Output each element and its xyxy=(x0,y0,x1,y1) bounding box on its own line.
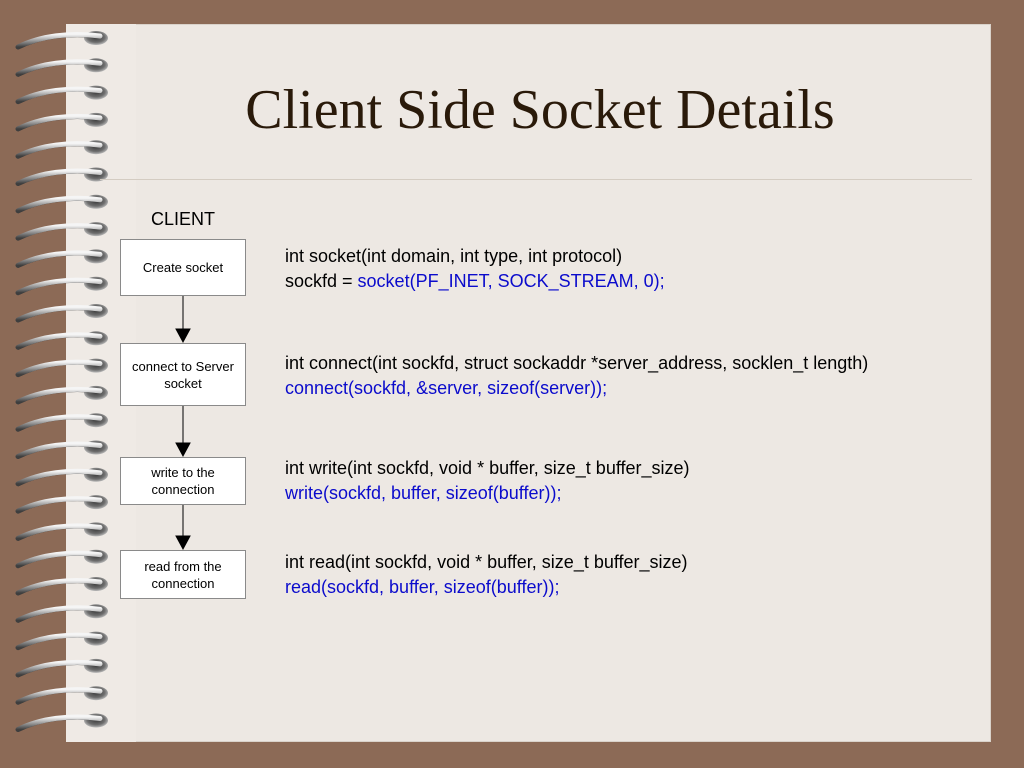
step-read-connection: read from the connection xyxy=(120,550,246,599)
code-call: connect(sockfd, &server, sizeof(server)); xyxy=(285,378,608,398)
spiral-coil xyxy=(18,168,108,186)
spiral-coil xyxy=(18,413,108,431)
spiral-coil xyxy=(18,495,108,513)
slide-title: Client Side Socket Details xyxy=(245,79,835,141)
step-create-socket: Create socket xyxy=(120,239,246,296)
spiral-coil xyxy=(18,714,108,732)
code-signature: int socket(int domain, int type, int protocol) xyxy=(285,246,623,266)
code-block-socket xyxy=(285,244,665,294)
code-prefix: sockfd = xyxy=(285,271,358,291)
spiral-coil xyxy=(18,659,108,677)
code-call-line xyxy=(285,481,690,506)
spiral-coil xyxy=(18,632,108,650)
code-signature: int connect(int sockfd, struct sockaddr *server_address, socklen_t length) xyxy=(285,353,869,373)
code-call: write(sockfd, buffer, sizeof(buffer)); xyxy=(285,483,562,503)
spiral-coil xyxy=(18,304,108,322)
spiral-coil xyxy=(18,577,108,595)
code-call-line xyxy=(285,575,688,600)
spiral-coil xyxy=(18,58,108,76)
spiral-coil xyxy=(18,195,108,213)
spiral-coil xyxy=(18,468,108,486)
code-call: socket(PF_INET, SOCK_STREAM, 0); xyxy=(357,271,665,291)
spiral-coil xyxy=(18,359,108,377)
spiral-coil xyxy=(18,140,108,158)
spiral-coil xyxy=(18,31,108,49)
code-block-read xyxy=(285,550,688,600)
spiral-coil xyxy=(18,522,108,540)
code-signature: int read(int sockfd, void * buffer, size_t buffer_size) xyxy=(285,552,688,572)
step-write-connection: write to the connection xyxy=(120,457,246,505)
spiral-coil xyxy=(18,113,108,131)
code-call-line xyxy=(285,376,868,401)
spiral-coil xyxy=(18,604,108,622)
code-call: read(sockfd, buffer, sizeof(buffer)); xyxy=(285,577,560,597)
code-call-line xyxy=(285,269,665,294)
client-label: CLIENT xyxy=(150,209,215,229)
spiral-coil xyxy=(18,386,108,404)
spiral-coil xyxy=(18,249,108,267)
spiral-coil xyxy=(18,222,108,240)
spiral-coil xyxy=(18,277,108,295)
spiral-coil xyxy=(18,441,108,459)
code-signature: int write(int sockfd, void * buffer, size_t buffer_size) xyxy=(285,458,690,478)
spiral-coil xyxy=(18,86,108,104)
spiral-coil xyxy=(18,550,108,568)
code-block-write xyxy=(285,456,690,506)
code-block-connect xyxy=(285,351,868,401)
step-connect-to-server: connect to Server socket xyxy=(120,343,246,406)
title-divider xyxy=(100,179,972,180)
spiral-binding xyxy=(0,0,130,768)
spiral-coil xyxy=(18,331,108,349)
spiral-coil xyxy=(18,686,108,704)
